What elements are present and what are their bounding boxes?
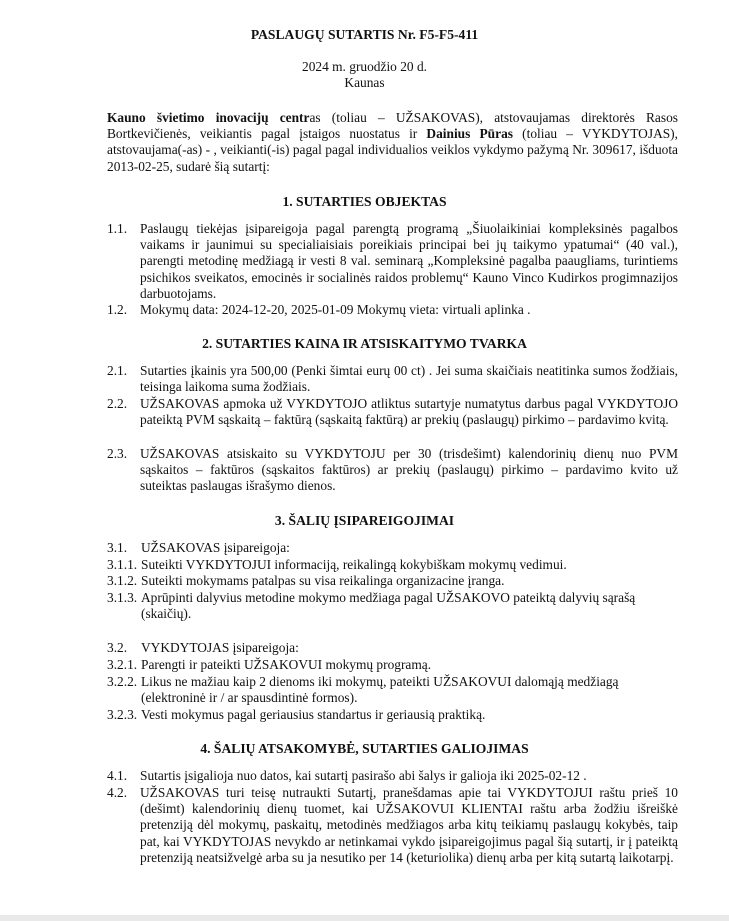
clause-text: UŽSAKOVAS įsipareigoja:	[141, 540, 290, 555]
clause-number: 2.1.	[107, 363, 128, 378]
clause-text: Aprūpinti dalyvius metodine mokymo medžiaga pagal UŽSAKOVO pateiktą dalyvių sąrašą (skaičių).	[141, 590, 636, 622]
clause-text: Likus ne mažiau kaip 2 dienoms iki mokymų, pateikti UŽSAKOVUI dalomąją medžiagą (elektroninė ir / ar spausdintinė formos).	[141, 674, 619, 706]
clause-number: 2.3.	[107, 446, 128, 461]
clause-3-2-1	[107, 657, 678, 673]
clause-4-2	[107, 785, 678, 866]
clause-3-1	[107, 540, 678, 556]
clause-text: Parengti ir pateikti UŽSAKOVUI mokymų programą.	[141, 657, 432, 672]
intro-paragraph	[107, 110, 678, 175]
clause-3-2	[107, 640, 678, 656]
clause-3-1-3	[107, 590, 651, 622]
clause-text: Sutarties įkainis yra 500,00 (Penki šimtai eurų 00 ct) . Jei suma skaičiais neatitinka sumos žodžiais, teisinga laikoma suma žodžiais.	[140, 363, 678, 395]
contractor-name: Dainius Pūras	[426, 126, 513, 142]
clause-number: 3.2.2.	[107, 674, 138, 689]
clause-text: Mokymų data: 2024-12-20, 2025-01-09 Mokymų vieta: virtuali aplinka .	[140, 302, 531, 317]
customer-name-tail: as	[309, 110, 321, 125]
date-block	[0, 59, 729, 91]
clause-1-2	[107, 302, 678, 318]
clause-number: 3.2.	[107, 640, 128, 655]
clause-number: 1.1.	[107, 221, 128, 236]
clause-number: 3.1.	[107, 540, 128, 555]
clause-text: UŽSAKOVAS turi teisę nutraukti Sutartį, pranešdamas apie tai VYKDYTOJUI raštu prieš 10 (dešimt) kalendorinių dienų tuomet, kai UŽSAKOVUI KLIENTAI raštu arba žodžiu išreiškė pretenziją dėl mokymų, paskaitų, metodinės medžiagos arba kitų teikiamų paslaugų kokybės, taip pat, kai VYKDYTOJAS nevykdo ar netinkamai vykdo įsipareigojimus pagal šią sutartį, ir į pateiktą pretenziją neatsižvelgė arba su ja nesutiko per 14 (keturiolika) dienų arba per kitą sutartą laikotarpį.	[140, 785, 678, 865]
clause-number: 3.2.3.	[107, 707, 138, 722]
page-bottom-edge	[0, 915, 729, 921]
section-heading-2: 2. SUTARTIES KAINA IR ATSISKAITYMO TVARKA	[202, 336, 527, 351]
clause-text: Sutartis įsigalioja nuo datos, kai sutartį pasirašo abi šalys ir galioja iki 2025-02-12 .	[140, 768, 587, 783]
clause-text: VYKDYTOJAS įsipareigoja:	[141, 640, 299, 655]
intro-text-1: (toliau – UŽSAKOVAS), atstovaujamas direktorės Rasos Bortkevičienės, veikiantis pagal įstaigos nuostatus ir	[107, 110, 678, 142]
clause-3-1-1	[107, 557, 678, 573]
clause-1-1	[107, 221, 678, 302]
clause-number: 3.1.2.	[107, 573, 138, 588]
clause-number: 4.1.	[107, 768, 128, 783]
clause-2-3	[107, 446, 678, 495]
clause-text: Suteikti mokymams patalpas su visa reikalinga organizacine įranga.	[141, 573, 505, 588]
clause-number: 1.2.	[107, 302, 128, 317]
clause-text: UŽSAKOVAS atsiskaito su VYKDYTOJU per 30 (trisdešimt) kalendorinių dienų nuo PVM sąskaitos – faktūros (sąskaitos faktūros) ar prekių (paslaugų) pirkimo – pardavimo kvito už suteiktas paslaugas išrašymo dienos.	[140, 446, 678, 494]
clause-number: 4.2.	[107, 785, 128, 800]
contract-date: 2024 m. gruodžio 20 d.	[302, 59, 427, 74]
clause-3-2-3	[107, 707, 678, 723]
section-heading-1: 1. SUTARTIES OBJEKTAS	[282, 194, 447, 209]
section-heading-4: 4. ŠALIŲ ATSAKOMYBĖ, SUTARTIES GALIOJIMAS	[200, 741, 529, 756]
customer-name: Kauno švietimo inovacijų centr	[107, 110, 310, 125]
clause-2-1	[107, 363, 678, 395]
clause-text: Vesti mokymus pagal geriausius standartus ir geriausią praktiką.	[141, 707, 486, 722]
clause-text: Suteikti VYKDYTOJUI informaciją, reikalingą kokybiškam mokymų vedimui.	[141, 557, 567, 572]
clause-4-1	[107, 768, 678, 784]
document-title: PASLAUGŲ SUTARTIS Nr. F5-F5-411	[250, 27, 479, 42]
clause-number: 3.1.3.	[107, 590, 138, 605]
clause-3-2-2	[107, 674, 657, 706]
clause-3-1-2	[107, 573, 678, 589]
clause-number: 2.2.	[107, 396, 128, 411]
clause-text: Paslaugų tiekėjas įsipareigoja pagal parengtą programą „Šiuolaikiniai kompleksinės pagalbos vaikams ir jaunimui su specialiaisiais poreikiais principai bei jų taikymo ypatumai“ (40 val.), parengti metodinę medžiagą ir vesti 8 val. seminarą „Kompleksinė pagalba paaugliams, turintiems psichikos sveikatos, emocinės ir socialinės raidos problemų“ Kauno Vinco Kudirkos progimnazijos darbuotojams.	[140, 221, 678, 301]
clause-text: UŽSAKOVAS apmoka už VYKDYTOJO atliktus sutartyje numatytus darbus pagal VYKDYTOJO pateiktą PVM sąskaitą – faktūrą (sąskaitą faktūrą) ar prekių (paslaugų) pirkimo – pardavimo kvitą.	[140, 396, 678, 428]
clause-2-2	[107, 396, 678, 428]
section-heading-3: 3. ŠALIŲ ĮSIPAREIGOJIMAI	[274, 513, 455, 528]
contract-city: Kaunas	[344, 75, 385, 91]
clause-number: 3.2.1.	[107, 657, 138, 672]
clause-number: 3.1.1.	[107, 557, 138, 572]
intro-text-2: (toliau – VYKDYTOJAS), atstovaujama(-as) - , veikianti(-is) pagal pagal individualios veiklos vykdymo pažymą Nr. 309617, išduota 2013-02-25, sudarė šią sutartį:	[107, 126, 678, 174]
